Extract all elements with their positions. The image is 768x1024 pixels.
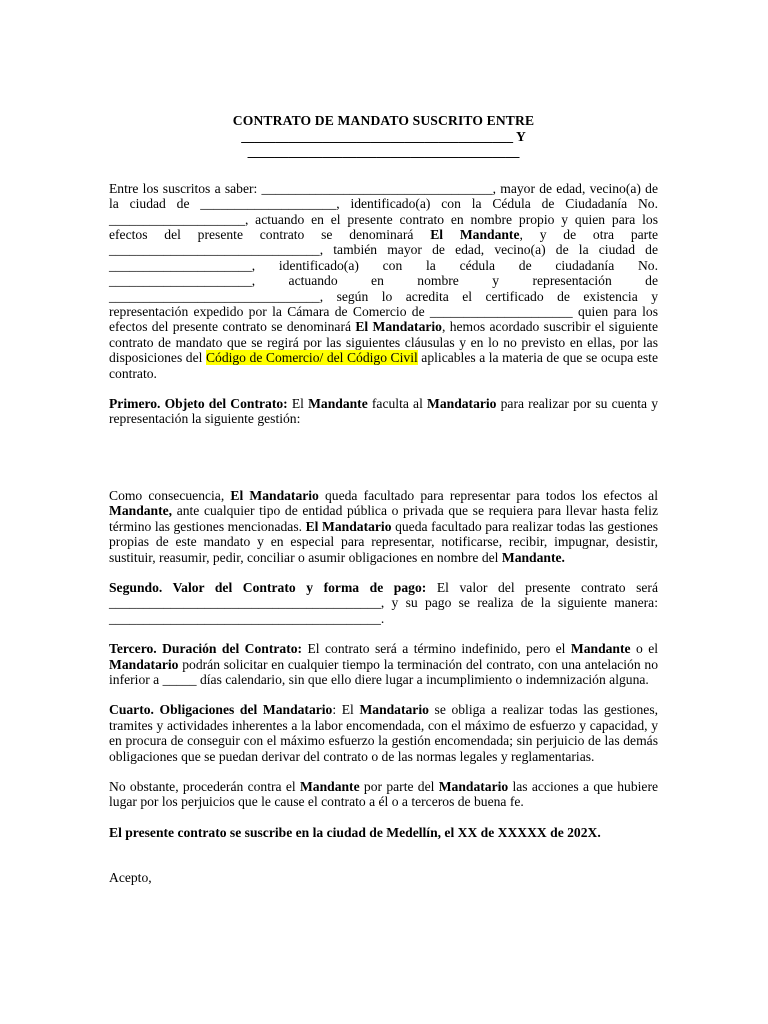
clause-primero-text-3: para realizar por su cuenta y representación la siguiente gestión: <box>109 396 659 427</box>
intro-text-1: Entre los suscritos a saber: __________________________________, mayor de edad, vecino(a) de la ciudad de ____________________, identificado(a) con la Cédula de Ciudadanía No. ____________________, actuando en el presente contrato en nombre propio y quien para los efectos del presente contrato se denominará <box>109 180 658 242</box>
clause-cuarto-text-1: : El <box>332 702 360 718</box>
clause-primero <box>109 396 658 427</box>
no-obstante-text-3: las acciones a que hubiere lugar por los perjuicios que le cause el contrato a él o a terceros de buena fe. <box>109 778 658 810</box>
acepto-signature-line: Acepto, <box>109 870 152 886</box>
contract-title <box>109 113 658 160</box>
clause-tercero <box>109 641 658 687</box>
contract-body <box>109 113 658 886</box>
clause-segundo-text-1: El valor del presente contrato será ________________________________________, y su pago se realiza de la siguiente manera: <box>109 579 658 611</box>
suscripcion-statement: El presente contrato se suscribe en la ciudad de Medellín, el XX de XXXXX de 202X. <box>109 824 601 840</box>
consecuencia-text-3: ante cualquier tipo de entidad pública o privada que se requiera para llevar hasta feliz término las gestiones mencionadas. <box>109 503 658 534</box>
clause-primero-text-2: faculta al <box>367 396 427 412</box>
consecuencia-bold-3: El Mandatario <box>305 518 392 534</box>
intro-bold-mandatario: El Mandatario <box>355 319 442 335</box>
no-obstante-bold-2: Mandatario <box>438 778 509 794</box>
clause-tercero-bold-2: Mandatario <box>109 656 179 672</box>
clause-segundo-heading: Segundo. Valor del Contrato y forma de pago: <box>109 579 427 595</box>
clause-primero-bold-1: Mandante <box>308 396 368 412</box>
no-obstante-text-1: No obstante, procederán contra el <box>109 778 300 794</box>
clause-cuarto-heading: Cuarto. Obligaciones del Mandatario <box>109 702 333 718</box>
clause-primero-text-1: El <box>287 396 309 412</box>
highlighted-code-reference: Código de Comercio/ del Código Civil <box>205 350 418 366</box>
clause-cuarto-text-2: se obliga a realizar todas las gestiones, tramites y actividades inherentes a la labor encomendada, con el máximo de esfuerzo y capacidad, y en procura de conseguir con el máximo esfuerzo la gestión encomendada; sin perjuicio de las demás obligaciones que se puedan derivar del contrato o de las normas legales y reglamentarias. <box>109 702 659 764</box>
consecuencia-bold-2: Mandante, <box>109 503 173 519</box>
intro-text-2: , y de otra parte _______________________________, también mayor de edad, vecino(a) de la ciudad de _____________________, identificado(a) con la cédula de ciudadanía No. _____________________, actuando en nombre y representación de _______________________________, según lo acredita el certificado de existencia y representación expedido por la Cámara de Comercio de _____________________ quien para los efectos del presente contrato se denominará <box>109 227 659 335</box>
clause-primero-heading: Primero. Objeto del Contrato: <box>109 396 288 412</box>
clause-tercero-text-1: El contrato será a término indefinido, pero el <box>302 641 571 657</box>
no-obstante-text-2: por parte del <box>359 778 439 794</box>
no-obstante-paragraph <box>109 779 658 810</box>
clause-tercero-heading: Tercero. Duración del Contrato: <box>109 641 303 657</box>
title-line-2: ________________________________________ Y <box>241 128 526 144</box>
clause-cuarto-bold-1: Mandatario <box>359 702 429 718</box>
clause-tercero-text-3: podrán solicitar en cualquier tiempo la terminación del contrato, con una antelación no inferior a _____ días calendario, sin que ello diere lugar a incumplimiento o indemnización alguna. <box>109 656 658 687</box>
intro-bold-mandante: El Mandante <box>430 227 520 242</box>
clause-tercero-bold-1: Mandante <box>570 641 631 657</box>
consecuencia-paragraph <box>109 488 658 565</box>
intro-paragraph <box>109 181 658 381</box>
intro-text-3: , hemos acordado suscribir el siguiente contrato de mandato que se regirá por las siguientes cláusulas y en lo no previsto en ellas, por las disposiciones del <box>109 319 658 366</box>
clause-cuarto <box>109 702 658 764</box>
clause-segundo <box>109 580 658 626</box>
intro-text-4: aplicables a la materia de que se ocupa este contrato. <box>109 350 658 381</box>
clause-primero-bold-2: Mandatario <box>427 396 497 412</box>
clause-segundo-text-2: ________________________________________. <box>109 610 385 626</box>
title-line-3: ________________________________________ <box>247 144 520 160</box>
consecuencia-bold-4: Mandante. <box>501 549 565 565</box>
consecuencia-text-4: queda facultado para realizar todas las gestiones propias de este mandato y en especial para representar, notificarse, recibir, impugnar, desistir, sustituir, reasumir, pedir, conciliar o asumir obligaciones en nombre del <box>109 518 659 565</box>
consecuencia-bold-1: El Mandatario <box>230 487 319 503</box>
no-obstante-bold-1: Mandante <box>299 778 360 794</box>
title-line-1: CONTRATO DE MANDATO SUSCRITO ENTRE <box>232 113 535 128</box>
consecuencia-text-1: Como consecuencia, <box>109 487 231 503</box>
consecuencia-text-2: queda facultado para representar para todos los efectos al <box>318 487 658 503</box>
clause-tercero-text-2: o el <box>630 641 659 657</box>
